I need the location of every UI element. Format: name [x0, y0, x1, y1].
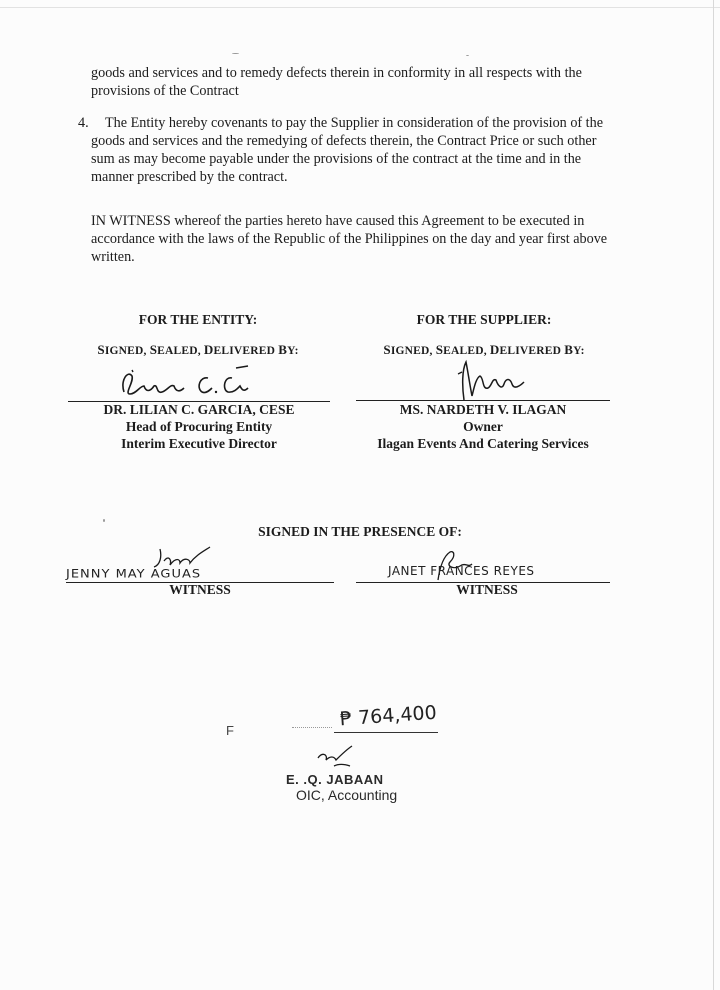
supplier-signature — [440, 356, 560, 404]
entity-heading: FOR THE ENTITY: — [138, 312, 258, 327]
supplier-signatory-name: MS. NARDETH V. ILAGAN — [399, 402, 567, 417]
funds-dotted-line — [292, 727, 332, 728]
paragraph-remedy-defects: goods and services and to remedy defects therein in conformity in all respects with the provisions of the Contract — [91, 65, 582, 99]
accounting-officer-name: E. .Q. JABAAN — [286, 772, 384, 787]
supplier-heading: FOR THE SUPPLIER: — [416, 312, 552, 327]
scan-speck — [103, 519, 105, 522]
witness-2-handwritten-name: JANET FRANCES REYES — [388, 564, 535, 578]
entity-signatory-name: DR. LILIAN C. GARCIA, CESE — [103, 402, 295, 417]
supplier-signed-caption: SIGNED, SEALED, DELIVERED BY: — [383, 342, 585, 357]
paragraph-clause-4 — [78, 114, 611, 186]
witness-1-label: WITNESS — [169, 582, 231, 597]
page-edge — [0, 7, 720, 8]
scan-speck — [466, 55, 469, 56]
signed-in-presence-heading: SIGNED IN THE PRESENCE OF: — [258, 524, 462, 539]
funds-amount-underline — [334, 732, 438, 733]
supplier-signatory — [356, 401, 610, 452]
clause-number: 4. — [78, 115, 89, 131]
entity-signatory — [70, 401, 328, 452]
accounting-initial-signature — [312, 744, 362, 770]
clause-4-text: The Entity hereby covenants to pay the Supplier in consideration of the provision of the goods and services and the remedying of defects therein, the Contract Price or such other sum as may become payable under the provisions of the contract at the time and in the manner prescribed by the contract. — [91, 115, 604, 185]
accounting-officer-role: OIC, Accounting — [296, 787, 398, 803]
supplier-signatory-title: Owner — [463, 419, 503, 434]
funds-amount: ₱ 764,400 — [339, 701, 438, 731]
entity-signed-caption: SIGNED, SEALED, DELIVERED BY: — [97, 342, 299, 357]
entity-signature — [110, 362, 260, 404]
funds-available-label: F — [226, 723, 234, 738]
paragraph-in-witness: IN WITNESS whereof the parties hereto have caused this Agreement to be executed in accordance with the laws of the Republic of the Philippines on the day and year first above written. — [91, 213, 608, 265]
witness-1-handwritten-name: JENNY MAY AGUAS — [66, 567, 202, 582]
entity-signatory-title: Head of Procuring Entity — [125, 419, 273, 434]
supplier-signatory-company: Ilagan Events And Catering Services — [377, 436, 589, 451]
witness-2-label: WITNESS — [456, 582, 518, 597]
entity-signatory-subtitle: Interim Executive Director — [121, 436, 277, 451]
page-edge — [713, 0, 714, 990]
scan-speck — [232, 53, 239, 54]
